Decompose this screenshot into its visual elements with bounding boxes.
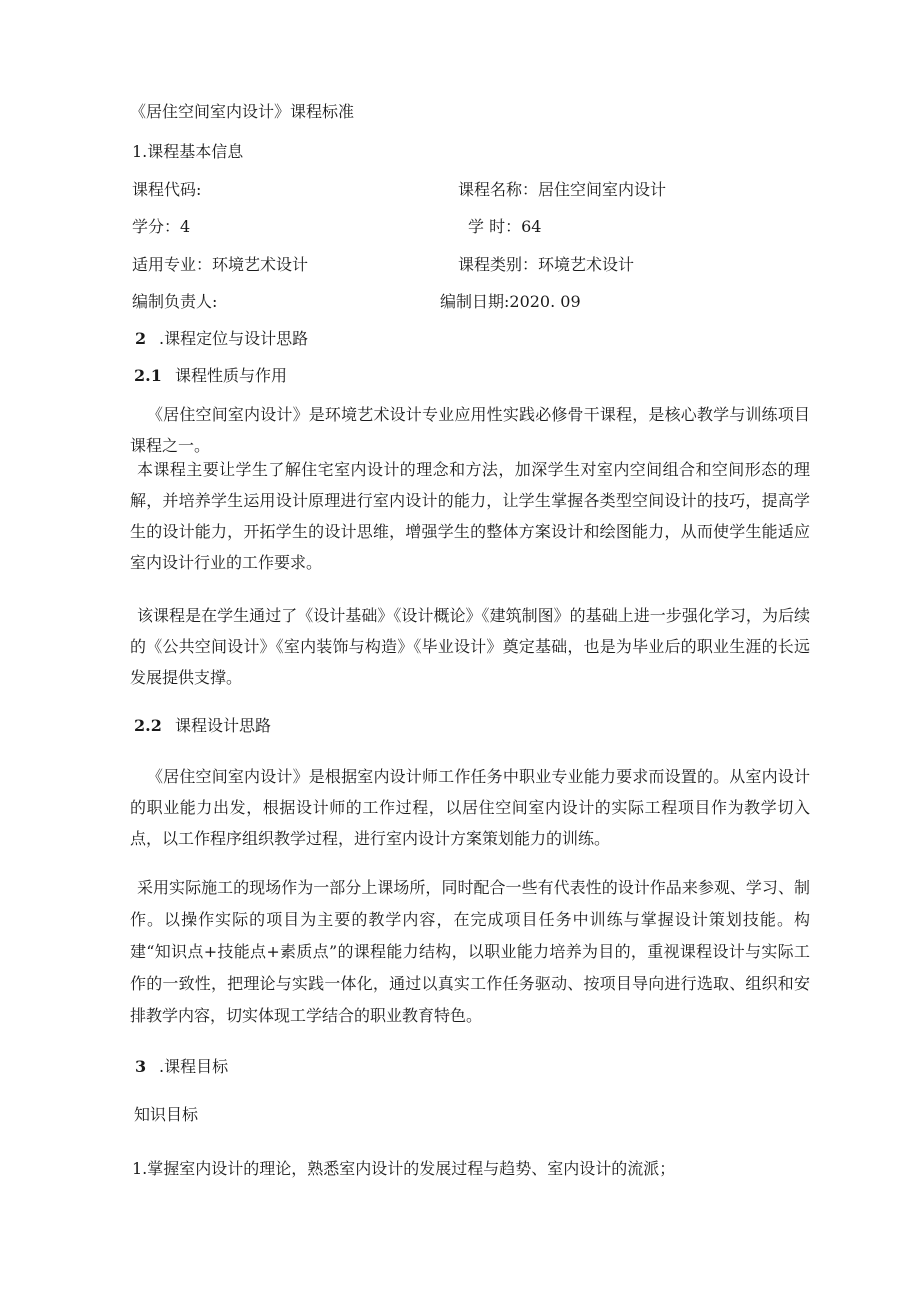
- paragraph-3: 该课程是在学生通过了《设计基础》《设计概论》《建筑制图》的基础上进一步强化学习，为后续的《公共空间设计》《室内装饰与构造》《毕业设计》奠定基础，也是为毕业后的职业生涯的长远发展提供支撑。: [130, 606, 810, 687]
- subsection-2-1-number: 2.1: [134, 366, 162, 385]
- editor-label: 编制负责人:: [132, 292, 218, 311]
- course-name: 课程名称：居住空间室内设计: [458, 180, 667, 199]
- compile-date: 编制日期:2020. 09: [440, 292, 581, 311]
- course-code-label: 课程代码:: [132, 180, 202, 199]
- section-2-number: 2: [135, 329, 147, 348]
- document-title: 《居住空间室内设计》课程标准: [130, 102, 355, 121]
- section-3-number: 3: [135, 1057, 147, 1076]
- course-category: 课程类别：环境艺术设计: [458, 255, 635, 274]
- section-2-heading: .课程定位与设计思路: [159, 329, 309, 348]
- subsection-2-2-title: 课程设计思路: [175, 716, 272, 735]
- subsection-2-2-number: 2.2: [134, 716, 162, 735]
- hours: 学 时：64: [468, 217, 542, 236]
- section-1-heading: 1.课程基本信息: [132, 142, 244, 161]
- credits: 学分：4: [132, 217, 191, 236]
- applicable-major: 适用专业：环境艺术设计: [132, 255, 309, 274]
- section-3-heading: .课程目标: [159, 1057, 229, 1076]
- paragraph-2: 本课程主要让学生了解住宅室内设计的理念和方法，加深学生对室内空间组合和空间形态的理解，并培养学生运用设计原理进行室内设计的能力，让学生掌握各类型空间设计的技巧，提高学生的设计能力，开拓学生的设计思维，增强学生的整体方案设计和绘图能力，从而使学生能适应室内设计行业的工作要求。: [130, 460, 810, 572]
- knowledge-goal-item-1: 1.掌握室内设计的理论，熟悉室内设计的发展过程与趋势、室内设计的流派；: [132, 1159, 676, 1178]
- knowledge-goals-heading: 知识目标: [134, 1105, 199, 1124]
- paragraph-5: 采用实际施工的现场作为一部分上课场所，同时配合一些有代表性的设计作品来参观、学习、制作。以操作实际的项目为主要的教学内容，在完成项目任务中训练与掌握设计策划技能。构建“知识点+技能点+素质点”的课程能力结构，以职业能力培养为目的，重视课程设计与实际工作的一致性，把理论与实践一体化，通过以真实工作任务驱动、按项目导向进行选取、组织和安排教学内容，切实体现工学结合的职业教育特色。: [130, 878, 810, 1025]
- paragraph-4: 《居住空间室内设计》是根据室内设计师工作任务中职业专业能力要求而设置的。从室内设计的职业能力出发，根据设计师的工作过程，以居住空间室内设计的实际工程项目作为教学切入点，以工作程序组织教学过程，进行室内设计方案策划能力的训练。: [130, 767, 810, 848]
- subsection-2-1-title: 课程性质与作用: [175, 366, 288, 385]
- paragraph-1: 《居住空间室内设计》是环境艺术设计专业应用性实践必修骨干课程，是核心教学与训练项目课程之一。: [130, 405, 810, 455]
